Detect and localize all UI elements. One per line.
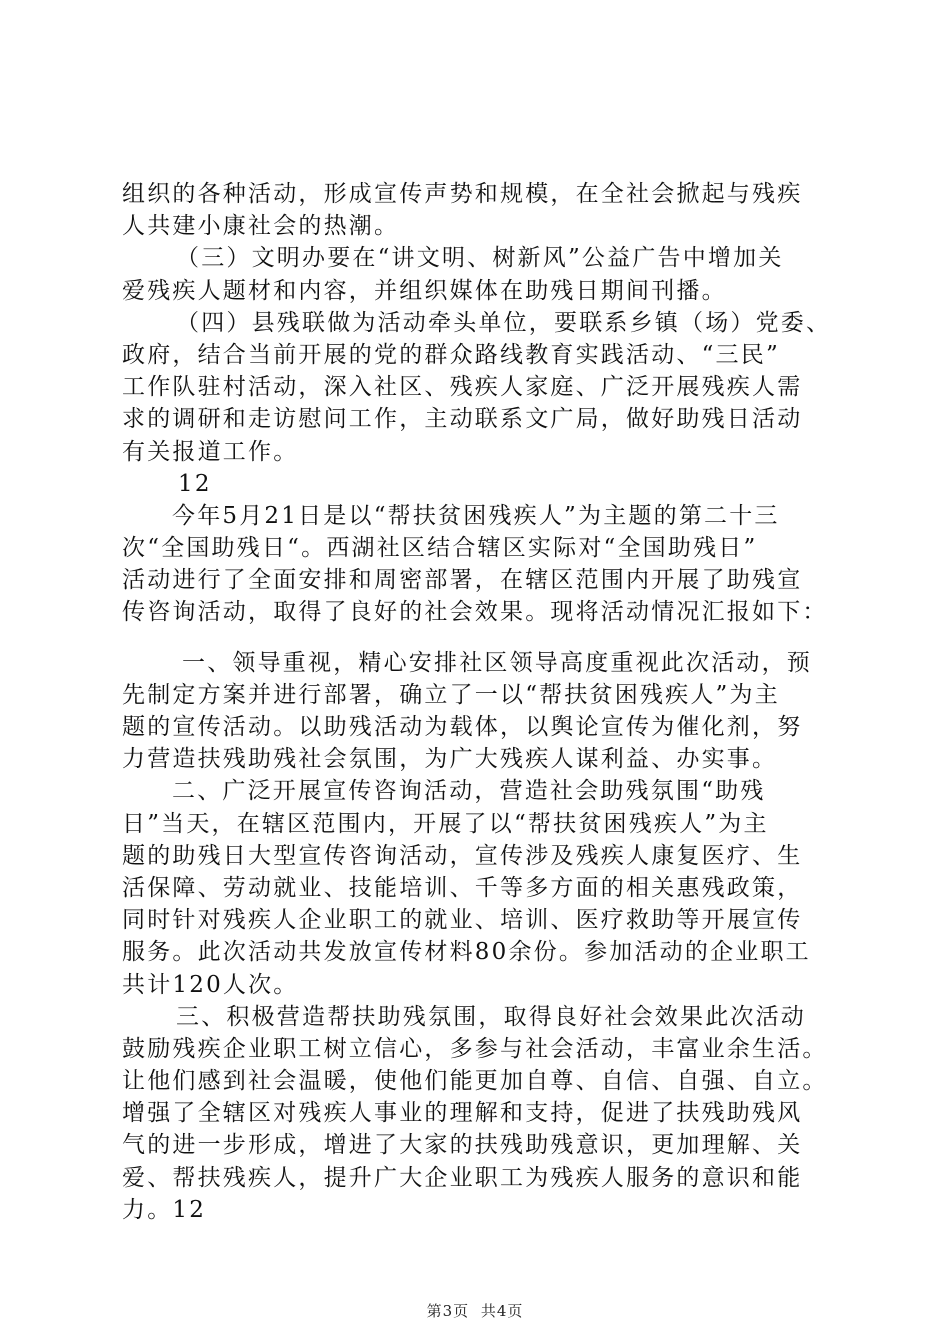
text-line: 日”当天，在辖区范围内，开展了以“帮扶贫困残疾人”为主: [122, 810, 769, 837]
text-line: 气的进一步形成，增进了大家的扶残助残意识，更加理解、关: [122, 1132, 803, 1159]
page-number-total: 共4页: [480, 1302, 524, 1320]
text-line: 爱残疾人题材和内容，并组织媒体在助残日期间刊播。: [122, 277, 727, 304]
text-line: 增强了全辖区对残疾人事业的理解和支持，促进了扶残助残风: [122, 1100, 803, 1127]
page-number-current: 第3页: [426, 1302, 470, 1320]
page-footer: [0, 1300, 950, 1321]
text-line: 力营造扶残助残社会氛围，为广大残疾人谋利益、办实事。: [122, 746, 778, 773]
text-line: 活动进行了全面安排和周密部署，在辖区范围内开展了助残宣: [122, 567, 803, 594]
text-line: 让他们感到社会温暖，使他们能更加自尊、自信、自强、自立。: [122, 1068, 828, 1095]
text-line: 题的助残日大型宣传咨询活动，宣传涉及残疾人康复医疗、生: [122, 842, 803, 869]
text-line: 服务。此次活动共发放宣传材料80余份。参加活动的企业职工: [122, 939, 811, 966]
paragraph-gap: [122, 629, 850, 647]
text-line: 爱、帮扶残疾人，提升广大企业职工为残疾人服务的意识和能: [122, 1164, 803, 1191]
document-body: [122, 178, 850, 1226]
text-line: 鼓励残疾企业职工树立信心，多参与社会活动，丰富业余生活。: [122, 1035, 828, 1062]
text-line: 次“全国助残日“。西湖社区结合辖区实际对“全国助残日”: [122, 535, 758, 562]
text-line: 三、积极营造帮扶助残氛围，取得良好社会效果此次活动: [176, 1003, 806, 1030]
text-line: （四）县残联做为活动牵头单位，要联系乡镇（场）党委、: [176, 309, 832, 336]
text-line: 工作队驻村活动，深入社区、残疾人家庭、广泛开展残疾人需: [122, 374, 803, 401]
text-line: 组织的各种活动，形成宣传声势和规模，在全社会掀起与残疾: [122, 181, 803, 207]
text-line: 二、广泛开展宣传咨询活动，营造社会助残氛围“助残: [172, 778, 766, 805]
text-line: 共计120人次。: [122, 971, 299, 998]
text-line: 先制定方案并进行部署，确立了一以“帮扶贫困残疾人”为主: [122, 681, 780, 708]
text-line: （三）文明办要在“讲文明、树新风”公益广告中增加关: [176, 245, 784, 272]
text-line: 一、领导重视，精心安排社区领导高度重视此次活动，预: [182, 649, 812, 676]
text-line: 同时针对残疾人企业职工的就业、培训、医疗救助等开展宣传: [122, 907, 803, 934]
text-line: 有关报道工作。: [122, 438, 299, 465]
text-line: 政府，结合当前开展的党的群众路线教育实践活动、“三民”: [122, 341, 780, 368]
text-line: 题的宣传活动。以助残活动为载体，以舆论宣传为催化剂，努: [122, 714, 803, 740]
text-line: 力。12: [122, 1196, 207, 1223]
text-line: 12: [178, 470, 212, 497]
text-line: 今年5月21日是以“帮扶贫困残疾人”为主题的第二十三: [172, 502, 780, 529]
text-line: 人共建小康社会的热潮。: [122, 213, 400, 240]
text-line: 传咨询活动，取得了良好的社会效果。现将活动情况汇报如下：: [122, 599, 828, 626]
text-line: 求的调研和走访慰问工作，主动联系文广局，做好助残日活动: [122, 406, 803, 433]
text-line: 活保障、劳动就业、技能培训、千等多方面的相关惠残政策，: [122, 874, 803, 901]
